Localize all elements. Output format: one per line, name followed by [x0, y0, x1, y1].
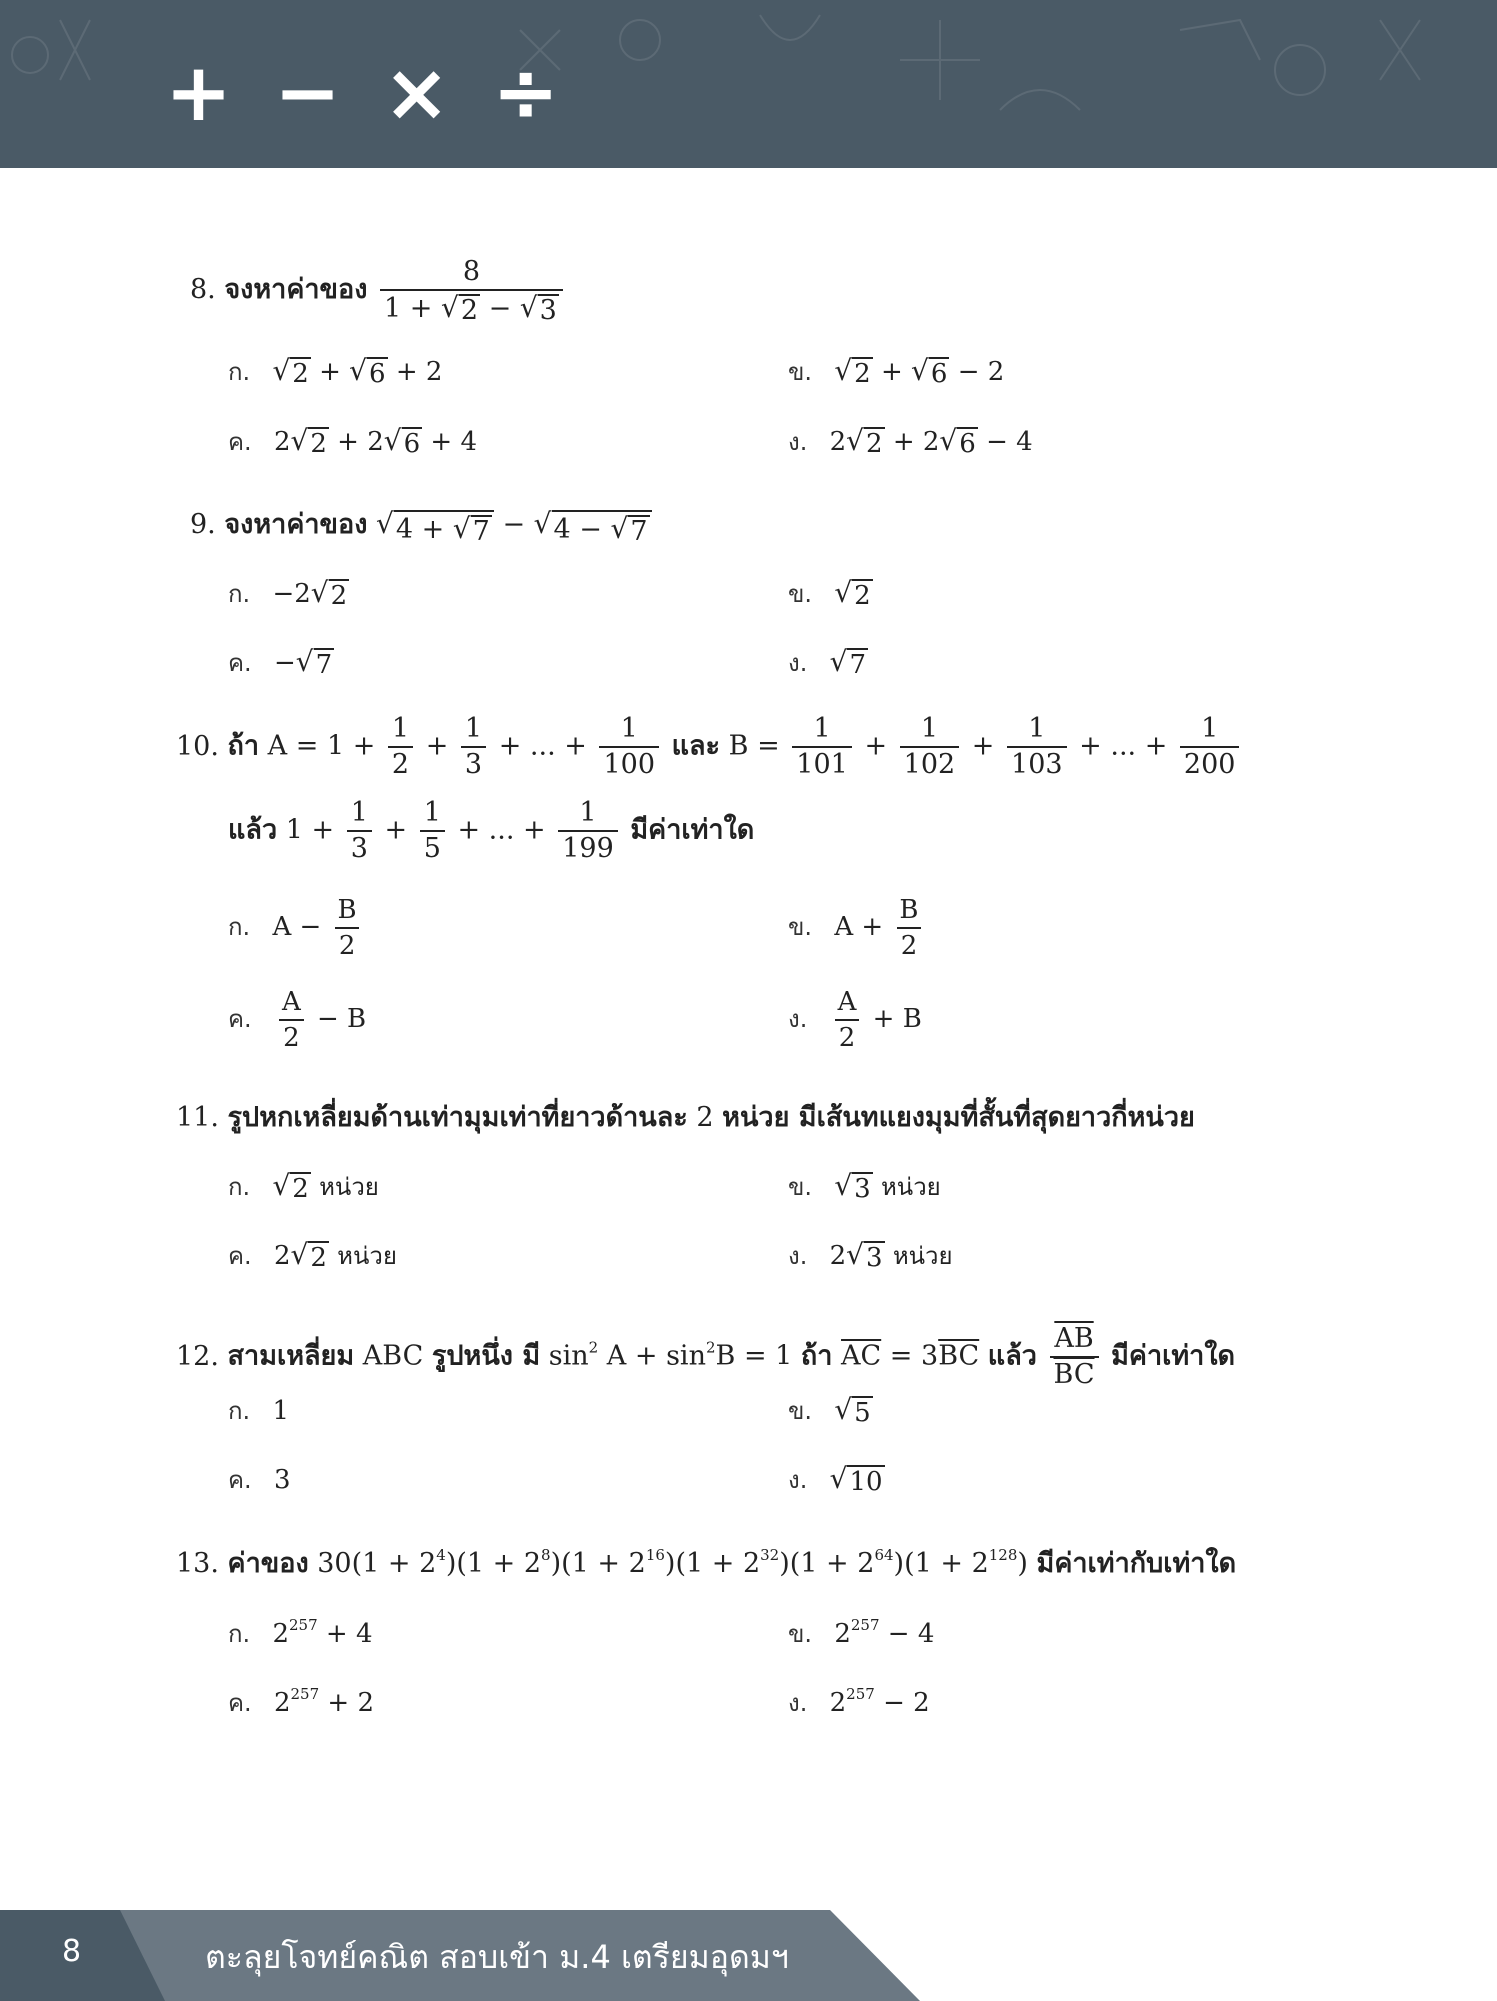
term: +	[384, 814, 408, 846]
numerator: $\overline{AB}$	[1054, 1323, 1094, 1354]
term: − B	[317, 1004, 367, 1034]
question-stem: สามเหลี่ยม	[227, 1340, 355, 1372]
term: +	[319, 357, 341, 387]
denominator: 2	[388, 746, 413, 782]
radicand: 10	[849, 1467, 883, 1497]
exponent: 128	[988, 1546, 1018, 1564]
sqrt	[291, 424, 329, 459]
sqrt	[834, 354, 872, 389]
option-label: ค.	[228, 649, 252, 677]
option-label: ง.	[788, 428, 808, 456]
question-stem: หน่วย มีเส้นทแยงมุมที่สั้นที่สุดยาวกี่หน่วย	[722, 1102, 1195, 1133]
term: +	[880, 357, 903, 387]
option-label: ข.	[788, 1620, 813, 1648]
denominator: 2	[835, 1019, 860, 1055]
denominator: 200	[1180, 746, 1240, 782]
fraction	[834, 985, 861, 1055]
option-label: ง.	[788, 1005, 808, 1033]
exponent: 257	[846, 1685, 875, 1703]
unit-label: หน่วย	[892, 1242, 953, 1270]
term: 2	[272, 1619, 289, 1649]
term: − 4	[887, 1619, 935, 1649]
term: B = 1	[715, 1340, 793, 1372]
page-header	[0, 0, 1497, 168]
term: 4 −	[553, 514, 602, 545]
term: ABC	[362, 1340, 424, 1372]
term: + 2	[892, 427, 940, 457]
term: + 2	[395, 357, 443, 387]
sqrt-icon: √	[272, 1169, 291, 1202]
exponent: 8	[541, 1546, 551, 1564]
option-label: ง.	[788, 1466, 808, 1494]
radicand: 7	[630, 516, 648, 547]
denominator: 100	[599, 746, 659, 782]
q9-option-b[interactable]	[788, 576, 873, 612]
numerator: 1	[620, 713, 638, 744]
term: −	[273, 648, 296, 678]
term: 2	[273, 1241, 291, 1271]
option-label: ก.	[228, 580, 251, 608]
sqrt-icon: √	[290, 1238, 309, 1271]
term: sin	[666, 1340, 706, 1372]
term: 2	[829, 427, 847, 457]
option-label: ก.	[228, 1173, 251, 1201]
fraction	[1007, 712, 1067, 782]
term: 2	[273, 427, 291, 457]
numerator: 1	[920, 713, 939, 744]
sqrt	[272, 354, 310, 389]
term: A +	[606, 1340, 667, 1372]
option-label: ค.	[228, 1689, 252, 1717]
term: A −	[272, 912, 322, 942]
fraction	[558, 796, 618, 866]
term: B =	[728, 730, 780, 762]
sqrt-icon: √	[834, 1169, 853, 1202]
option-label: ข.	[788, 1173, 813, 1201]
term: −2	[272, 579, 311, 609]
sqrt-icon: √	[290, 424, 309, 457]
option-label: ง.	[788, 649, 808, 677]
term: )(1 + 2	[550, 1548, 646, 1579]
q11-option-c[interactable]	[228, 1238, 397, 1274]
sqrt	[376, 507, 494, 547]
q12-option-c[interactable]	[228, 1462, 291, 1498]
question-stem: จงหาค่าของ	[224, 274, 368, 305]
term: 2	[829, 1241, 847, 1271]
term: + 4	[325, 1619, 373, 1649]
radicand: 5	[854, 1398, 871, 1428]
numerator: 1	[813, 713, 831, 744]
q9-option-d[interactable]	[788, 645, 868, 681]
q10-option-c[interactable]	[228, 985, 366, 1055]
denominator: 103	[1007, 746, 1067, 782]
radicand: 2	[866, 429, 883, 459]
term: + 2	[327, 1688, 374, 1718]
q10-option-b[interactable]	[788, 893, 927, 963]
term: A = 1 +	[267, 730, 376, 762]
option-label: ข.	[788, 580, 813, 608]
option-label: ก.	[228, 913, 251, 941]
sqrt-icon: √	[349, 354, 367, 387]
radicand: 6	[930, 359, 948, 389]
sqrt	[834, 576, 872, 611]
option-label: ข.	[788, 358, 813, 386]
book-title: ตะลุยโจทย์คณิต สอบเข้า ม.4 เตรียมอุดมฯ	[205, 1938, 789, 1976]
fraction	[792, 712, 852, 782]
page-footer	[0, 1910, 1497, 2001]
term: −	[502, 509, 526, 540]
denominator: 3	[347, 830, 372, 866]
term: )	[1017, 1548, 1028, 1579]
fraction	[334, 893, 361, 963]
radicand: 7	[315, 650, 333, 680]
sqrt	[534, 507, 652, 547]
term: +	[864, 730, 888, 762]
question-number: 12.	[176, 1340, 219, 1372]
q11-option-a[interactable]	[228, 1169, 379, 1205]
q10-option-a[interactable]	[228, 893, 365, 963]
term: แล้ว	[987, 1340, 1037, 1372]
term: +	[425, 730, 449, 762]
question-number: 11.	[176, 1102, 219, 1133]
unit-label: หน่วย	[319, 1173, 379, 1201]
term: มีค่าเท่าใด	[630, 814, 755, 846]
denominator: 3	[461, 746, 486, 782]
denominator: 2	[335, 927, 360, 963]
term: + B	[872, 1004, 922, 1034]
fraction	[900, 712, 960, 782]
radicand: 2	[310, 429, 327, 459]
sqrt	[911, 354, 949, 389]
sqrt-icon: √	[846, 424, 865, 457]
question-stem: จงหาค่าของ	[224, 509, 368, 540]
sqrt-icon: √	[834, 576, 853, 609]
denominator	[380, 289, 563, 326]
radicand: 2	[292, 359, 309, 389]
q13-option-c[interactable]	[228, 1685, 374, 1721]
fraction	[388, 712, 413, 782]
term: 2	[696, 1102, 714, 1133]
exponent: 32	[760, 1546, 780, 1564]
sqrt-icon: √	[310, 576, 329, 609]
q12-option-d[interactable]	[788, 1462, 885, 1498]
denominator: 199	[558, 830, 618, 866]
unit-label: หน่วย	[337, 1242, 397, 1270]
radicand: 7	[472, 516, 490, 547]
numerator: 1	[391, 713, 410, 744]
question-13	[176, 1546, 1236, 1582]
times-icon: ×	[383, 46, 451, 139]
radicand: 2	[330, 581, 348, 611]
divide-icon: ÷	[492, 46, 560, 139]
q10-option-d[interactable]	[788, 985, 922, 1055]
term: แล้ว	[228, 814, 278, 846]
term: −	[488, 293, 512, 324]
radicand: 3	[866, 1243, 883, 1273]
question-10-line-2	[228, 796, 754, 866]
exponent: 2	[705, 1338, 716, 1357]
radicand: 3	[539, 295, 557, 326]
option-label: ข.	[788, 1397, 813, 1425]
term: + 4	[430, 427, 477, 457]
sqrt	[296, 645, 334, 680]
q13-option-b[interactable]	[788, 1616, 934, 1652]
numerator: B	[899, 895, 919, 925]
fraction	[895, 893, 922, 963]
sqrt-icon: √	[834, 1393, 853, 1426]
question-number: 9.	[190, 509, 216, 540]
exponent: 2	[588, 1338, 599, 1357]
numerator: 1	[1201, 713, 1219, 744]
question-11	[176, 1100, 1195, 1136]
sqrt-icon: √	[519, 291, 538, 324]
fraction	[599, 712, 659, 782]
term: 2	[829, 1688, 847, 1718]
exponent: 16	[645, 1546, 665, 1564]
term: + ... +	[498, 730, 587, 762]
segment-bc: $\overline{BC}$	[938, 1340, 980, 1372]
unit-label: หน่วย	[880, 1173, 941, 1201]
term: +	[971, 730, 995, 762]
question-stem: รูปหนึ่ง มี	[431, 1340, 541, 1372]
plus-icon: +	[165, 46, 233, 139]
numerator: 8	[462, 256, 481, 287]
option-label: ง.	[788, 1689, 808, 1717]
question-number: 8.	[190, 274, 216, 305]
term: − 4	[986, 427, 1033, 457]
fraction	[380, 255, 563, 326]
option-label: ก.	[228, 1397, 251, 1425]
term: มีค่าเท่าใด	[1111, 1340, 1236, 1372]
sqrt-icon: √	[846, 1238, 865, 1271]
q12-option-b[interactable]	[788, 1393, 873, 1429]
numerator: 1	[464, 713, 483, 744]
sqrt	[520, 291, 559, 326]
term: − 2	[883, 1688, 930, 1718]
term: sin	[548, 1340, 589, 1372]
term: )(1 + 2	[779, 1548, 875, 1579]
sqrt	[939, 424, 977, 459]
fraction	[347, 796, 372, 866]
denominator: BC	[1050, 1356, 1099, 1392]
sqrt	[834, 1393, 872, 1428]
sqrt	[846, 424, 884, 459]
q11-option-d[interactable]	[788, 1238, 953, 1274]
minus-icon: −	[274, 46, 342, 139]
question-8	[190, 255, 567, 326]
sqrt-icon: √	[295, 645, 314, 678]
option-label: ข.	[788, 913, 813, 941]
term: 30(1 + 2	[317, 1548, 437, 1579]
denominator: 2	[279, 1019, 304, 1055]
sqrt-icon: √	[829, 645, 848, 678]
question-stem: รูปหกเหลี่ยมด้านเท่ามุมเท่าที่ยาวด้านละ	[227, 1102, 688, 1133]
q8-option-a[interactable]	[228, 354, 442, 390]
radicand: 2	[460, 295, 479, 326]
q8-option-c[interactable]	[228, 424, 477, 460]
fraction	[1050, 1322, 1099, 1392]
sqrt-icon: √	[939, 424, 958, 457]
term: A +	[834, 912, 884, 942]
sqrt	[384, 424, 422, 459]
radicand: 6	[369, 359, 386, 389]
fraction	[1180, 712, 1240, 782]
radicand	[552, 510, 652, 547]
sqrt-icon: √	[440, 291, 459, 324]
fraction	[278, 985, 305, 1055]
numerator: A	[281, 987, 301, 1017]
q13-option-a[interactable]	[228, 1616, 372, 1652]
option-value: 1	[272, 1396, 289, 1426]
radicand: 2	[854, 359, 871, 389]
sqrt	[311, 576, 349, 611]
fraction	[420, 796, 445, 866]
option-value: 3	[273, 1465, 291, 1495]
radicand	[394, 510, 494, 547]
sqrt-icon: √	[911, 354, 929, 387]
numerator: 1	[350, 797, 368, 828]
sqrt-icon: √	[383, 424, 402, 457]
q8-option-b[interactable]	[788, 354, 1004, 390]
question-10	[176, 712, 1243, 782]
radicand: 7	[849, 650, 867, 680]
segment-ac: $\overline{AC}$	[841, 1340, 882, 1372]
exponent: 64	[874, 1546, 894, 1564]
operator-icons	[165, 48, 559, 138]
q13-option-d[interactable]	[788, 1685, 930, 1721]
denominator: 102	[900, 746, 960, 782]
term: 1 +	[285, 814, 335, 846]
radicand: 2	[854, 581, 871, 611]
term: และ	[671, 730, 721, 762]
radicand: 2	[310, 1243, 327, 1273]
fraction	[461, 712, 486, 782]
denominator: 101	[792, 746, 852, 782]
term: − 2	[957, 357, 1005, 387]
question-12	[176, 1322, 1235, 1392]
term: มีค่าเท่ากับเท่าใด	[1036, 1548, 1237, 1579]
sqrt	[830, 1462, 885, 1497]
question-stem: ถ้า	[227, 730, 260, 762]
q9-option-a[interactable]	[228, 576, 349, 612]
sqrt-icon: √	[272, 354, 291, 387]
exponent: 4	[436, 1546, 446, 1564]
option-label: ก.	[228, 1620, 251, 1648]
sqrt-icon: √	[452, 512, 471, 545]
term: + ... +	[1079, 730, 1168, 762]
term: 1 +	[384, 293, 433, 324]
q9-option-c[interactable]	[228, 645, 334, 681]
question-9	[190, 507, 652, 547]
term: 2	[834, 1619, 851, 1649]
sqrt	[291, 1238, 329, 1273]
term: = 3	[889, 1340, 939, 1372]
q8-option-d[interactable]	[788, 424, 1033, 460]
numerator: 1	[579, 797, 597, 828]
option-label: ค.	[228, 1242, 252, 1270]
option-label: ค.	[228, 1466, 252, 1494]
sqrt-icon: √	[533, 507, 552, 540]
option-label: ง.	[788, 1242, 808, 1270]
sqrt	[272, 1169, 310, 1204]
radicand: 6	[403, 429, 421, 459]
radicand: 2	[292, 1174, 309, 1204]
denominator: 2	[897, 927, 922, 963]
exponent: 257	[288, 1616, 318, 1634]
question-number: 13.	[176, 1548, 219, 1579]
numerator: B	[337, 895, 357, 925]
term: + ... +	[457, 814, 546, 846]
radicand: 6	[959, 429, 976, 459]
numerator: 1	[423, 797, 441, 828]
option-label: ค.	[228, 428, 252, 456]
sqrt-icon: √	[829, 1462, 848, 1495]
term: )(1 + 2	[445, 1548, 542, 1579]
sqrt	[846, 1238, 884, 1273]
term: )(1 + 2	[893, 1548, 989, 1579]
denominator: 5	[420, 830, 445, 866]
sqrt-icon: √	[610, 512, 629, 545]
page-number: 8	[62, 1934, 82, 1969]
term: ถ้า	[800, 1340, 833, 1372]
option-label: ก.	[228, 358, 251, 386]
sqrt	[830, 645, 868, 680]
numerator: A	[837, 987, 857, 1017]
q11-option-b[interactable]	[788, 1169, 941, 1205]
sqrt-icon: √	[834, 354, 853, 387]
sqrt	[453, 512, 492, 547]
exponent: 257	[850, 1616, 880, 1634]
sqrt-icon: √	[376, 507, 394, 540]
question-stem: ค่าของ	[227, 1548, 309, 1579]
sqrt	[611, 512, 650, 547]
term: + 2	[337, 427, 384, 457]
sqrt	[834, 1169, 872, 1204]
option-label: ค.	[228, 1005, 252, 1033]
term: 2	[273, 1688, 291, 1718]
q12-option-a[interactable]	[228, 1393, 289, 1429]
exponent: 257	[290, 1685, 320, 1703]
question-number: 10.	[176, 730, 219, 762]
numerator: 1	[1028, 713, 1046, 744]
term: 4 +	[395, 514, 445, 545]
term: )(1 + 2	[664, 1548, 761, 1579]
sqrt	[349, 354, 387, 389]
radicand: 3	[854, 1174, 871, 1204]
sqrt	[441, 291, 480, 326]
